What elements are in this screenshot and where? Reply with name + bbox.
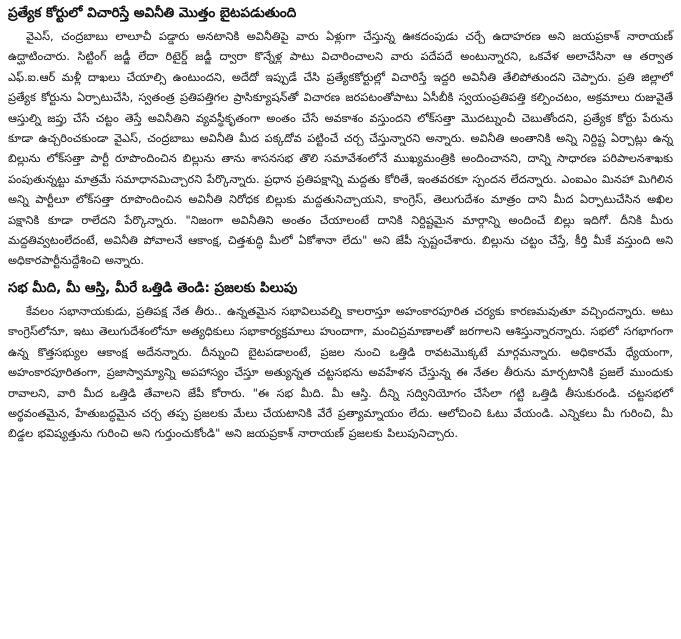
section-paragraph-special-courts: వైఎస్, చంద్రబాబు లాలూచీ పడ్డారు అనటానికి అవినీతిపై వారు ఏళ్లుగా చేస్తున్న ఊకదంపుడు చర్చే ఉదాహరణ అని జయప్రకాశ్ నారాయణ్ ఉద్ఘాటించారు. సిట్టింగ్ జడ్జీ లేదా రిటైర్డ్ జడ్జీ ద్వారా కొన్నేళ్ల పాటు విచారించాలని వారు పదేపదే అంటున్నారని, ఒకవేళ అలాచేసినా ఆ తర్వాత ఎఫ్.ఐ.ఆర్ మళ్లీ దాఖలు చేయాల్సి ఉంటుందని, అదేదో ఇప్పుడే చేసి ప్రత్యేకకోర్టుల్లో విచారిస్తే ఇద్దరి అవినీతి తేలిపోతుందని చెప్పారు. ప్రతి జిల్లాలో ప్రత్యేక కోర్టును ఏర్పాటుచేసి, స్వతంత్ర ప్రతిపత్తిగల ప్రాసిక్యూషన్‌తో విచారణ జరపటంతోపాటు ఏసీబీకి స్వయంప్రతిపత్తి కల్పించటం, అక్రమాలు రుజువైతే ఆస్తుల్ని జప్తు చేసే చట్టం తెస్తే అవినీతిని వ్యవస్థీకృతంగా అంతం చేసే అవకాశం వస్తుందని లోక్‌సత్తా మొదట్నుంచీ చెబుతోందని, ప్రత్యేక కోర్టు పేరును కూడా ఉచ్చరించకుండా వైఎస్, చంద్రబాబు అవినీతి మీద పక్కదోవ పట్టించే చర్చ చేస్తున్నారని అన్నారు. అవినీతి అంతానికి అన్ని నిర్దిష్ట ఏర్పాట్లు ఉన్న బిల్లును లోక్‌సత్తా పార్టీ రూపొందించిన బిల్లును తాను శాసనసభ తొలి సమావేశంలోనే ముఖ్యమంత్రికి అందించానని, దాన్ని సాధారణ పరిపాలనశాఖకు పంపుతున్నట్టు మాత్రమే సమాధానమిచ్చారని పేర్కొన్నారు. ప్రధాన ప్రతిపక్షాన్ని మద్దతు కోరితే, ఇంతవరకూ స్పందన లేదన్నారు. ఎంఐఎం మినహా మిగిలిన అన్ని పార్టీలూ లోక్‌సత్తా రూపొందించిన అవినీతి నిరోధక బిల్లుకు మద్దతునిచ్చాయని, కాంగ్రెస్, తెలుగుదేశం మాత్రం దాని మీద ఏర్పాటుచేసిన అఖిల పక్షానికి కూడా రాలేదని పేర్కొన్నారు. "నిజంగా అవినీతిని అంతం చేయాలంటే దానికి నిర్దిష్టమైన మార్గాన్ని అందించే బిల్లు ఇదిగో. దీనికి మీరు మద్దతివ్వటంలేదంటే, అవినీతి పోవాలనే ఆకాంక్ష, చిత్తశుద్ధి మీలో ఏకోశానా లేదు" అని జేపీ స్పష్టంచేశారు. బిల్లును చట్టం చేస్తే, కీర్తి మీకే వస్తుంది అని అధికారపార్టీనుద్దేశించి అన్నారు. xyxy=(8,30,673,268)
section-heading-special-courts: ప్రత్యేక కోర్టులో విచారిస్తే అవినీతి మొత్తం బైటపడుతుంది xyxy=(8,5,297,21)
section-heading-call-to-people: సభ మీది, మీ ఆస్తి, మీరే ఒత్తిడి తెండి: ప్రజలకు పిలుపు xyxy=(8,279,298,296)
section-paragraph-call-to-people: కేవలం సభానాయకుడు, ప్రతిపక్ష నేత తీరు.. ఉన్నతమైన సభావిలువల్ని కాలరాస్తూ అహంకారపూరిత చర్యకు కారణమవుతూ వచ్చిందన్నారు. అటు కాంగ్రెస్‌లోనూ, ఇటు తెలుగుదేశంలోనూ అత్యధికులు సభాకార్యక్రమాలు హుందాగా, మంచిప్రమాణాలతో జరగాలని ఆశిస్తున్నారన్నారు. సభలో సగభాగంగా ఉన్న కొత్తసభ్యుల ఆకాంక్ష అదేనన్నారు. దీన్నుంచి బైటపడాలంటే, ప్రజల నుంచి ఒత్తిడి రావటమొక్కటే మార్గమన్నారు. అధికారమే ధ్యేయంగా, అహంకారపూరితంగా, ప్రజాస్వామ్యాన్ని అపహాస్యం చేస్తూ అత్యున్నత చట్టసభను అవహేళన చేస్తున్న ఈ నేతల తీరును మార్చటానికి ప్రజలే ముందుకు రావాలని, వారి మీద ఒత్తిడి తేవాలని జేపీ కోరారు. "ఈ సభ మీది. మీ ఆస్తి. దీన్ని సద్వినియోగం చేసేలా గట్టి ఒత్తిడి తీసుకురండి. చట్టసభలో అర్థవంతమైన, హేతుబద్ధమైన చర్చ తప్ప ప్రజలకు మేలు చేయటానికి వేరే ప్రత్యామ్నాయం లేదు. ఆలోచించి ఓటు వేయండి. ఎన్నికలు మీ గురించి, మీ బిడ్డల భవిష్యత్తును గురించి అని గుర్తుంచుకోండి" అని జయప్రకాశ్ నారాయణ్ ప్రజలకు పిలుపునిచ్చారు. xyxy=(8,304,673,441)
